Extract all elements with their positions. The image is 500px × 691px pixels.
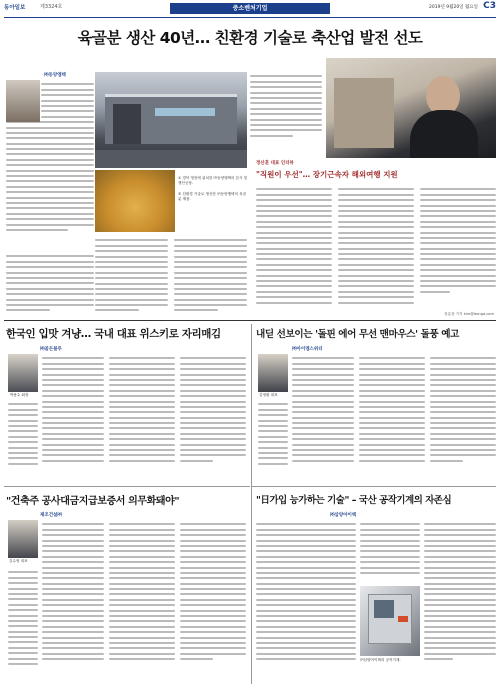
paper-name: 동아일보 [4,5,26,11]
top-headline: 육골분 생산 40년… 친환경 기술로 축산업 발전 선도 [77,29,423,47]
bottom-right-headline: "日가입 능가하는 기술" – 국산 공작기계의 자존심 [256,495,452,506]
machine-photo-caption: ㈜삼양아이텍의 공작기계. [360,658,401,662]
masthead-rule [4,17,496,18]
left-headline: 한국인 입맛 겨냥… 국내 대표 위스키로 자리매김 [6,328,221,340]
issue-info: 제3324호 [40,4,63,10]
interview-kicker: 정산훈 대표 인터뷰 [256,161,294,166]
date-info: 2019년 9월20일 월요일 [429,5,478,10]
bottom-right-body-left [256,520,356,686]
ceo-portrait-photo [6,80,40,122]
top-column-3 [250,72,322,152]
bottom-left-body-col0 [8,568,38,686]
bottom-left-kicker: 제조건설㈜ [40,513,62,518]
top-column-1-lower [6,252,94,316]
section-divider-1 [4,320,496,321]
right-story-body-col0 [258,400,288,480]
right-person-photo [258,354,288,392]
right-lower-divider [252,486,496,487]
interview-header [256,160,496,180]
right-story-body [292,354,496,480]
right-person-caption: 김정환 대표 [259,393,278,397]
bottom-left-person-photo [8,520,38,558]
left-person-caption: 박용수 회장 [10,393,29,397]
bottom-left-person-caption: 김수영 대표 [9,559,28,563]
vertical-divider [251,324,252,684]
bottom-left-body [42,520,246,686]
right-kicker: ㈜아이엠스위터 [292,347,323,352]
product-powder-photo [95,170,175,232]
photo-caption-1: ① 경북 영천에 위치한 ㈜동양엠텍의 본사 및 생산공장. [178,176,248,185]
left-story-body-col0 [8,400,38,480]
top-column-2-lower [95,236,247,316]
machine-photo [360,586,420,656]
interview-ceo-photo [326,58,496,158]
left-story-body [42,354,246,480]
left-lower-divider [4,486,250,487]
bottom-right-body-mid [360,520,420,584]
interview-quote: "직원이 우선"… 장기근속자 해외여행 지원 [256,170,398,179]
left-person-photo [8,354,38,392]
factory-photo [95,72,247,168]
left-kicker: ㈜골든블루 [40,347,62,352]
bottom-right-body-right [424,520,496,686]
top-kicker: ㈜동양엠텍 [44,73,66,78]
photo-caption-2: ② 친환경 기술로 생산한 ㈜동양엠텍의 육골분 제품. [178,192,247,201]
bottom-left-headline: "건축주 공사대금지급보증서 의무화돼야" [6,496,180,507]
bottom-right-kicker: ㈜삼양아이텍 [330,513,357,518]
top-byline: 정효정 기자 kim@donga.com [444,312,494,316]
page-number: C3 [483,1,496,11]
interview-body [256,185,496,315]
section-title: 중소벤처기업 [170,3,330,14]
right-headline: 내딛 선보이는 '돌핀 에어 무선 맨마우스' 돌풍 예고 [256,329,460,340]
